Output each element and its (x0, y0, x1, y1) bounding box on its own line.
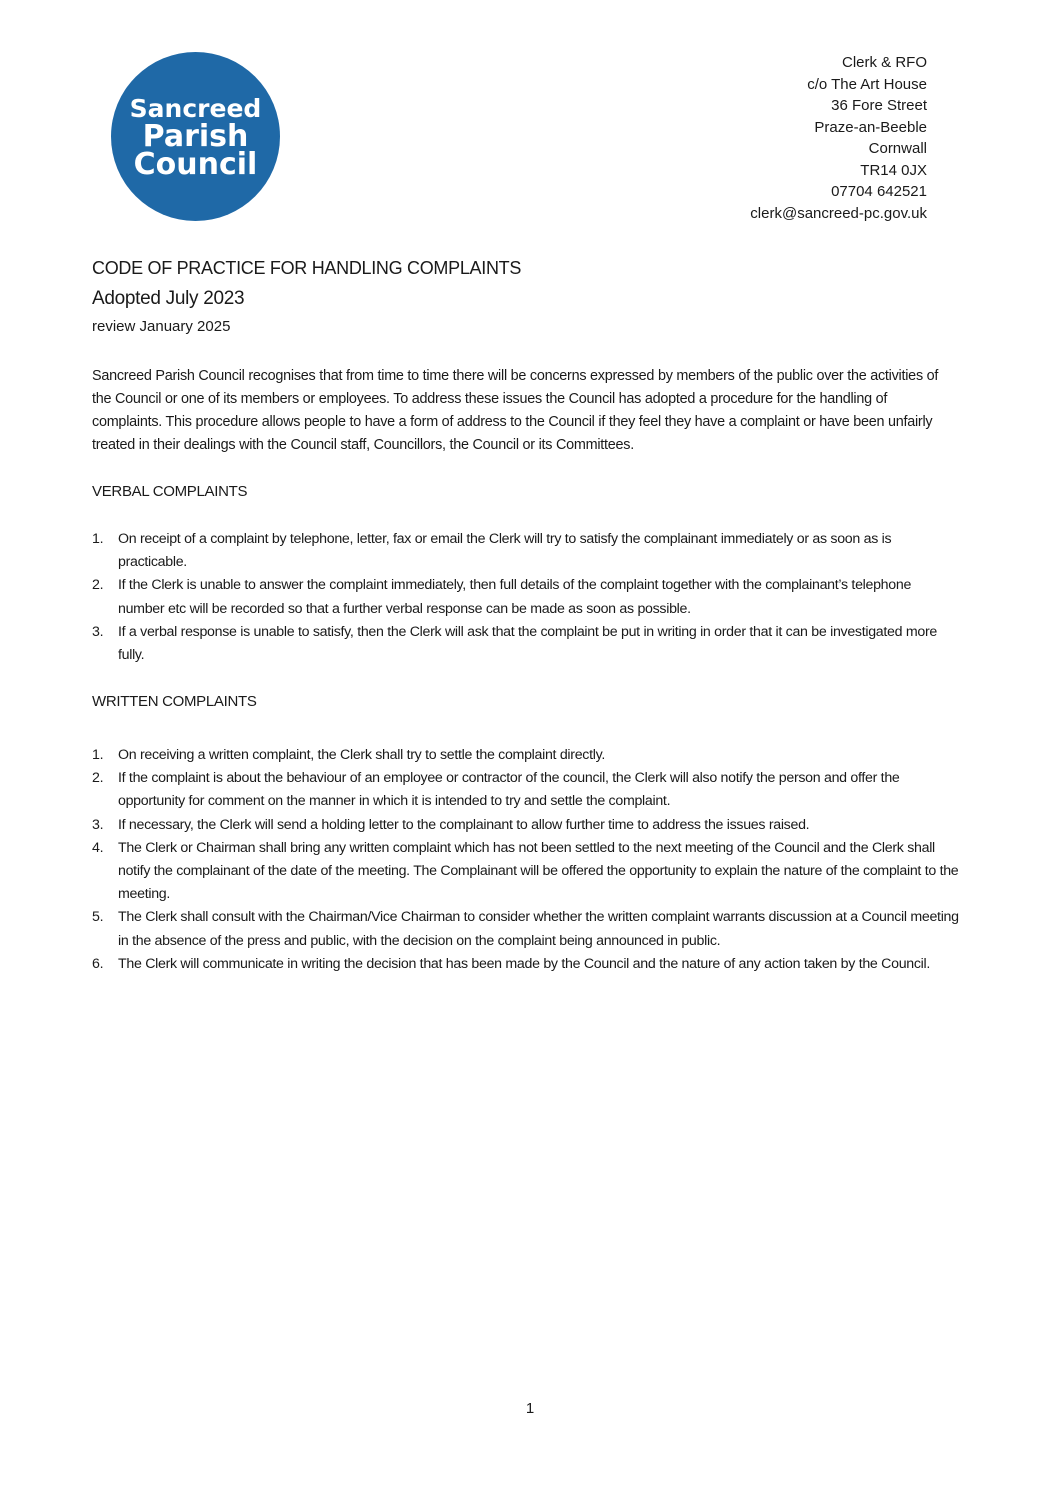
address-line-town: Praze-an-Beeble (814, 118, 927, 136)
adopted-date: Adopted July 2023 (92, 288, 245, 309)
list-item (92, 837, 960, 907)
list-item-number: 3. (92, 816, 104, 833)
review-date: review January 2025 (92, 318, 231, 335)
list-item-number: 2. (92, 577, 104, 594)
list-item (92, 767, 960, 813)
verbal-complaints-heading: VERBAL COMPLAINTS (92, 483, 248, 500)
list-item-text: The Clerk or Chairman shall bring any written complaint which has not been settled to the next meeting of the Council and the Clerk shall notify the complainant of the date of the meeting. The Complainant will be offered the opportunity to explain the nature of the complaint to the meeting. (118, 839, 959, 903)
address-block (750, 52, 927, 224)
address-line-phone: 07704 642521 (831, 183, 927, 200)
list-item-text: If the complaint is about the behaviour of an employee or contractor of the council, the Clerk will also notify the person and offer the opportunity for comment on the manner in which it is intended to try and settle the complaint. (118, 770, 900, 810)
list-item (92, 953, 960, 976)
list-item-number: 4. (92, 839, 104, 856)
logo-line-3: Council (133, 146, 258, 182)
list-item-text: On receiving a written complaint, the Clerk shall try to settle the complaint directly. (118, 747, 605, 763)
list-item (92, 574, 960, 620)
list-item-number: 1. (92, 747, 104, 763)
list-item-number: 5. (92, 909, 104, 926)
logo-line-1: Sancreed (129, 93, 262, 123)
logo-line-2: Parish (142, 118, 249, 154)
list-item (92, 528, 960, 574)
page-number: 1 (525, 1400, 535, 1417)
list-item (92, 814, 960, 837)
document-title: CODE OF PRACTICE FOR HANDLING COMPLAINTS (92, 258, 522, 278)
list-item (92, 906, 960, 952)
address-line-county: Cornwall (868, 140, 927, 157)
list-item-text: On receipt of a complaint by telephone, letter, fax or email the Clerk will try to satisfy the complainant immediately or as soon as is practicable. (118, 531, 892, 571)
list-item-number: 3. (92, 623, 104, 640)
list-item-number: 6. (92, 955, 104, 972)
intro-paragraph: Sancreed Parish Council recognises that from time to time there will be concerns expressed by members of the public over the activities of the Council or one of its members or employees. To address these issues the Council has adopted a procedure for the handling of complaints. This procedure allows people to have a form of address to the Council if they feel they have a complaint or have been unfairly treated in their dealings with the Council staff, Councillors, the Council or its Committees. (92, 368, 939, 453)
list-item-text: If necessary, the Clerk will send a holding letter to the complainant to allow further time to address the issues raised. (118, 816, 810, 833)
address-line-building: c/o The Art House (807, 75, 927, 93)
written-complaints-list (92, 744, 960, 976)
verbal-complaints-list (92, 528, 960, 667)
address-line-email: clerk@sancreed-pc.gov.uk (750, 204, 927, 222)
list-item-number: 2. (92, 770, 104, 787)
list-item-text: The Clerk will communicate in writing the decision that has been made by the Council and the nature of any action taken by the Council. (118, 955, 931, 972)
list-item-text: If the Clerk is unable to answer the complaint immediately, then full details of the complaint together with the complainant’s telephone number etc will be recorded so that a further verbal response can be made as soon as possible. (118, 577, 912, 617)
address-line-street: 36 Fore Street (831, 97, 927, 114)
council-logo (111, 52, 280, 221)
list-item (92, 621, 960, 667)
address-line-role: Clerk & RFO (841, 54, 927, 71)
list-item-text: If a verbal response is unable to satisfy, then the Clerk will ask that the complaint be put in writing in order that it can be investigated more fully. (118, 623, 937, 664)
list-item (92, 744, 960, 767)
written-complaints-heading: WRITTEN COMPLAINTS (92, 693, 257, 710)
list-item-number: 1. (92, 531, 104, 547)
address-line-postcode: TR14 0JX (860, 161, 927, 179)
list-item-text: The Clerk shall consult with the Chairman/Vice Chairman to consider whether the written complaint warrants discussion at a Council meeting in the absence of the press and public, with the decision on the complaint being announced in public. (118, 909, 959, 949)
